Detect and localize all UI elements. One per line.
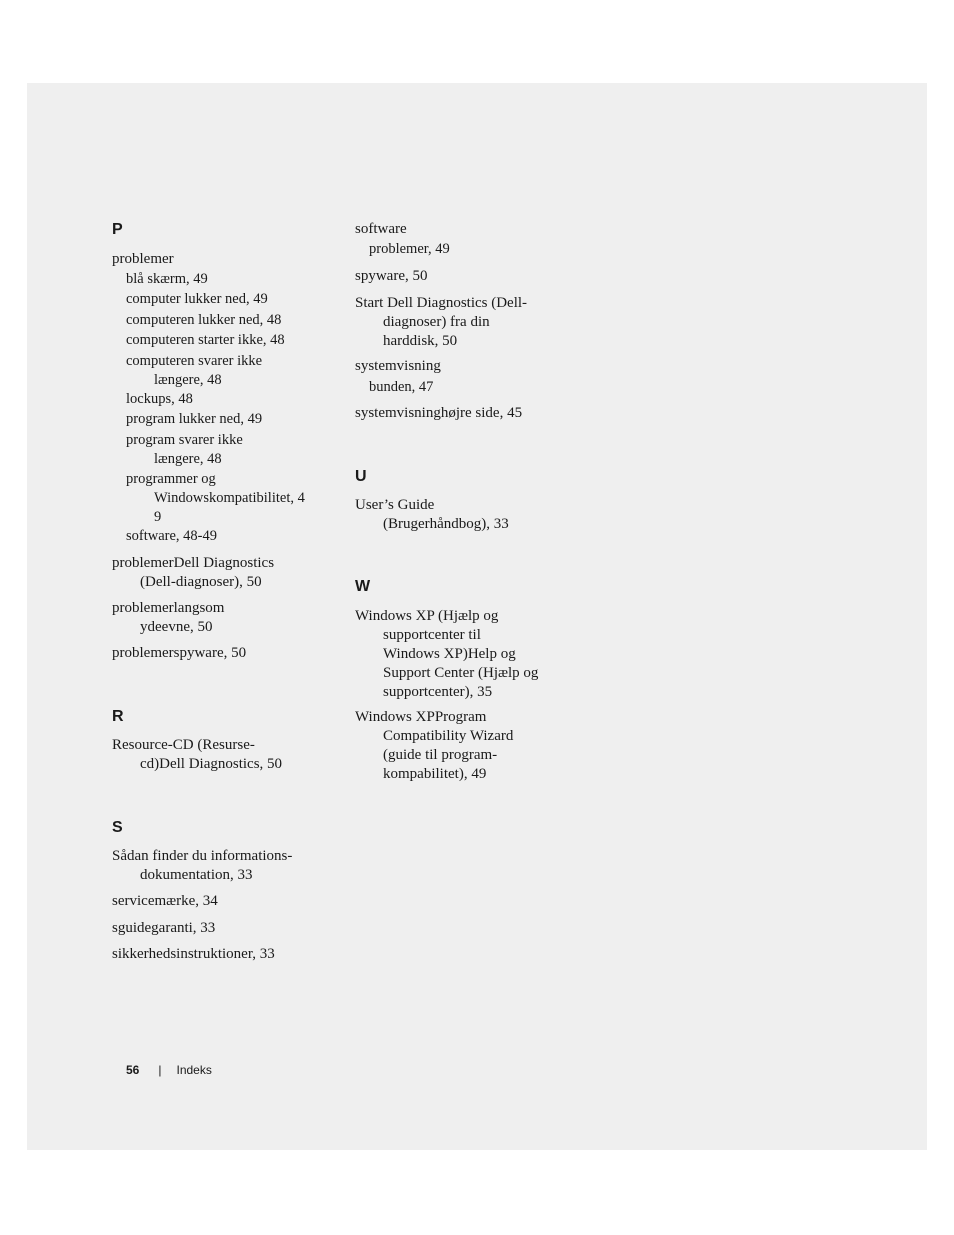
index-letter-r: R bbox=[112, 708, 124, 725]
index-subentry: computeren starter ikke, 48 bbox=[126, 332, 285, 348]
index-entry-continuation: (Brugerhåndbog), 33 bbox=[383, 516, 509, 532]
index-entry-continuation: dokumentation, 33 bbox=[140, 867, 253, 883]
index-entry bbox=[355, 607, 538, 702]
index-subentry-continuation: Windowskompatibilitet, 4 bbox=[154, 490, 305, 506]
index-subentry-continuation: 9 bbox=[154, 509, 162, 525]
index-subentry-continuation: længere, 48 bbox=[154, 372, 222, 388]
index-entry: systemvisning bbox=[355, 358, 441, 374]
index-entry-line: Windows XPProgram bbox=[355, 709, 487, 725]
index-entry-line: Resource-CD (Resurse- bbox=[112, 737, 255, 753]
footer-separator: | bbox=[158, 1063, 162, 1077]
index-entry-continuation: ydeevne, 50 bbox=[140, 619, 213, 635]
index-letter-s: S bbox=[112, 819, 123, 836]
index-entry-line: Windows XP (Hjælp og bbox=[355, 608, 499, 624]
index-entry: servicemærke, 34 bbox=[112, 893, 218, 909]
page-footer bbox=[126, 1063, 212, 1077]
index-letter-w: W bbox=[355, 578, 371, 595]
index-entry-continuation: diagnoser) fra din bbox=[383, 314, 490, 330]
index-entry: sikkerhedsinstruktioner, 33 bbox=[112, 946, 275, 962]
index-entry bbox=[355, 294, 527, 351]
index-entry: spyware, 50 bbox=[355, 268, 428, 284]
index-entry bbox=[112, 599, 224, 637]
index-entry-continuation: harddisk, 50 bbox=[383, 333, 458, 349]
index-entry-continuation: Windows XP)Help og bbox=[383, 646, 516, 662]
index-entry: software bbox=[355, 221, 407, 237]
index-entry bbox=[112, 554, 274, 592]
index-entry-line: User’s Guide bbox=[355, 497, 435, 513]
index-subentry-continuation: længere, 48 bbox=[154, 451, 222, 467]
index-entry bbox=[355, 708, 513, 784]
index-entry-continuation: kompabilitet), 49 bbox=[383, 766, 487, 782]
document-page bbox=[27, 83, 927, 1150]
index-entry-continuation: supportcenter), 35 bbox=[383, 684, 493, 700]
index-subentry: program lukker ned, 49 bbox=[126, 411, 263, 427]
index-subentry: problemer, 49 bbox=[369, 241, 450, 257]
index-entry-continuation: cd)Dell Diagnostics, 50 bbox=[140, 756, 283, 772]
page-number: 56 bbox=[126, 1063, 140, 1077]
index-entry bbox=[112, 736, 282, 774]
index-letter-p: P bbox=[112, 221, 123, 238]
index-subentry: computeren lukker ned, 48 bbox=[126, 312, 282, 328]
index-letter-u: U bbox=[355, 468, 367, 485]
index-subentry bbox=[126, 431, 243, 469]
index-subentry-line: computeren svarer ikke bbox=[126, 353, 263, 369]
index-entry bbox=[355, 496, 509, 534]
index-entry-line: problemerlangsom bbox=[112, 600, 225, 616]
index-entry: sguidegaranti, 33 bbox=[112, 920, 216, 936]
index-subentry: computer lukker ned, 49 bbox=[126, 291, 268, 307]
footer-section-title: Indeks bbox=[176, 1063, 212, 1077]
index-entry-line: Sådan finder du informations- bbox=[112, 848, 293, 864]
index-entry-continuation: Compatibility Wizard bbox=[383, 728, 514, 744]
index-entry-continuation: supportcenter til bbox=[383, 627, 481, 643]
index-subentry: software, 48-49 bbox=[126, 528, 218, 544]
index-subentry: lockups, 48 bbox=[126, 391, 193, 407]
index-subentry-line: programmer og bbox=[126, 471, 216, 487]
index-entry-line: problemerDell Diagnostics bbox=[112, 555, 275, 571]
index-entry: systemvisninghøjre side, 45 bbox=[355, 405, 523, 421]
index-entry: problemer bbox=[112, 251, 174, 267]
index-subentry: blå skærm, 49 bbox=[126, 271, 208, 287]
index-entry bbox=[112, 847, 292, 885]
index-subentry bbox=[126, 470, 305, 527]
index-entry: problemerspyware, 50 bbox=[112, 645, 247, 661]
index-entry-line: Start Dell Diagnostics (Dell- bbox=[355, 295, 528, 311]
index-entry-continuation: Support Center (Hjælp og bbox=[383, 665, 539, 681]
index-subentry: bunden, 47 bbox=[369, 379, 434, 395]
index-entry-continuation: (guide til program- bbox=[383, 747, 498, 763]
index-subentry bbox=[126, 352, 262, 390]
index-entry-continuation: (Dell-diagnoser), 50 bbox=[140, 574, 262, 590]
index-subentry-line: program svarer ikke bbox=[126, 432, 243, 448]
